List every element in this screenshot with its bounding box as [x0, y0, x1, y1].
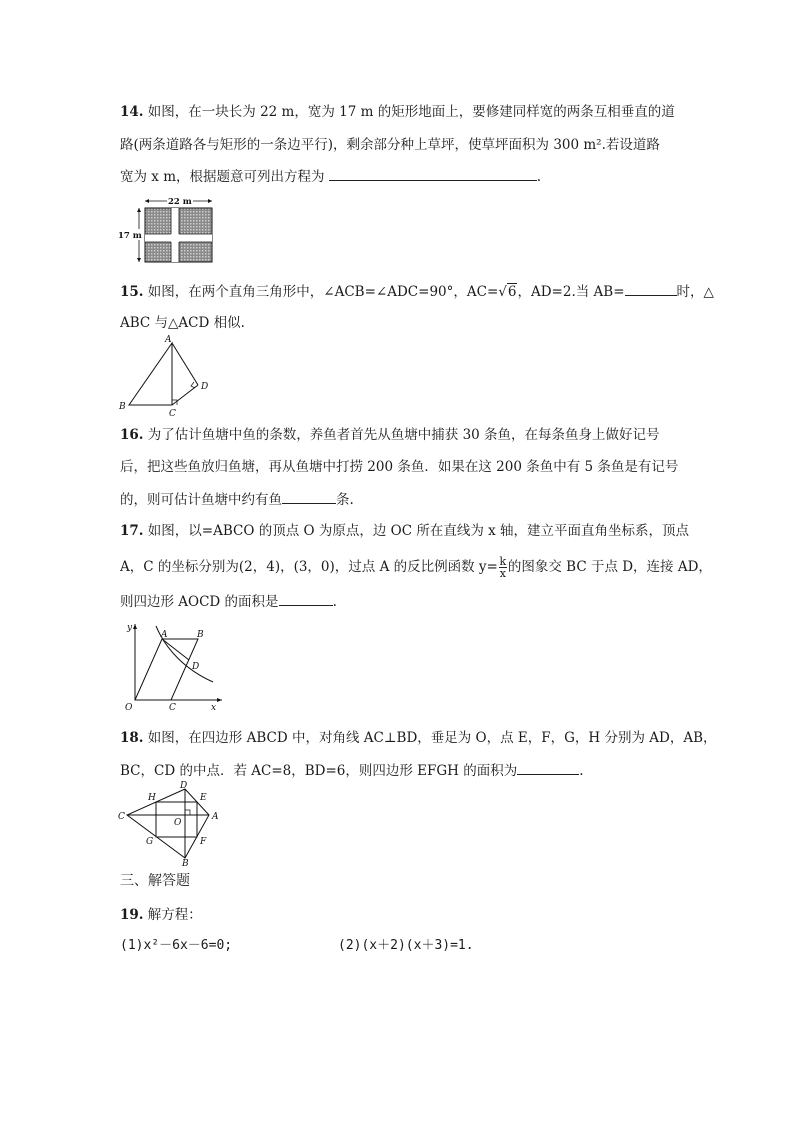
q15-answer-blank[interactable]: [625, 281, 677, 296]
q14-end: .: [536, 169, 542, 185]
q16-text-3a: 的，则可估计鱼塘中约有鱼: [120, 492, 282, 508]
q19-line1: [120, 905, 202, 925]
q17-end: .: [332, 594, 337, 610]
q14-line2: [120, 135, 660, 155]
q14-text-3: 宽为 x m，根据题意可列出方程为: [120, 169, 325, 185]
q15-label-a: A: [165, 335, 172, 345]
q15-line2: [120, 313, 245, 333]
q18-label-f: F: [200, 837, 207, 847]
q17-text-2a: A，C 的坐标分别为(2，4)，(3，0)，过点 A 的反比例函数 y=: [120, 559, 498, 575]
q16-line1: [120, 425, 660, 445]
q14-number: 14.: [120, 104, 144, 120]
q15-label-d: D: [201, 382, 209, 392]
q14-figure: [118, 196, 218, 268]
q15-text-1b: ，AD=2.当 AB=: [517, 284, 625, 300]
q14-height-label: 17 m: [118, 231, 142, 241]
q18-line1: [120, 728, 717, 748]
q14-road-horizontal: [145, 234, 212, 242]
q18-label-c: C: [118, 812, 125, 822]
q15-sqrt: √6: [498, 284, 517, 300]
q14-width-label: 22 m: [168, 197, 192, 207]
q18-label-d: D: [180, 781, 188, 791]
q15-label-b: B: [119, 402, 126, 412]
q18-line2: [120, 760, 584, 781]
q14-answer-blank[interactable]: [329, 166, 537, 181]
q17-label-x: x: [211, 703, 217, 713]
q15-text-2: ABC 与△ACD 相似.: [120, 315, 245, 331]
q17-text-1: 如图，以=ABCO 的顶点 O 为原点，边 OC 所在直线为 x 轴，建立平面直角坐标系，顶点: [147, 523, 690, 539]
q17-fraction: [499, 556, 507, 579]
q17-label-o: O: [125, 703, 133, 713]
q18-label-e: E: [200, 793, 207, 803]
q14-text-2: 路(两条道路各与矩形的一条边平行)，剩余部分种上草坪，使草坪面积为 300 m².若设道路: [120, 137, 660, 153]
q17-answer-blank[interactable]: [279, 591, 333, 606]
q18-text-1: 如图，在四边形 ABCD 中，对角线 AC⊥BD，垂足为 O，点 E，F，G，H 分别为 AD，AB，: [147, 730, 717, 746]
q18-label-a: A: [212, 812, 219, 822]
q18-figure: [118, 781, 228, 869]
q17-label-y: y: [127, 623, 133, 633]
q18-text-2a: BC，CD 的中点．若 AC=8，BD=6，则四边形 EFGH 的面积为: [120, 763, 518, 779]
q18-number: 18.: [120, 730, 144, 746]
q15-sqrt-value: 6: [507, 284, 517, 300]
q17-label-d: D: [192, 662, 200, 672]
q17-frac-den: x: [499, 567, 506, 580]
q16-answer-blank[interactable]: [282, 489, 336, 504]
q14-line1: [120, 102, 675, 122]
q18-label-g: G: [146, 837, 154, 847]
q17-line2: [120, 556, 712, 579]
q16-text-1: 为了估计鱼塘中鱼的条数，养鱼者首先从鱼塘中捕获 30 条鱼，在每条鱼身上做好记号: [147, 427, 660, 443]
q19-eq1: (1)x²－6x－6=0;: [120, 938, 233, 953]
q15-line1: [120, 281, 714, 302]
q16-line3: [120, 489, 354, 510]
q15-text-1c: 时，△: [676, 284, 714, 300]
q16-text-2: 后，把这些鱼放归鱼塘，再从鱼塘中打捞 200 条鱼．如果在这 200 条鱼中有 5 条鱼是有记号: [120, 459, 679, 475]
q16-line2: [120, 457, 678, 477]
q17-text-3: 则四边形 AOCD 的面积是: [120, 594, 279, 610]
q18-label-h: H: [148, 793, 156, 803]
q15-text-1a: 如图，在两个直角三角形中，∠ACB=∠ADC=90°，AC=: [147, 284, 499, 300]
q18-answer-blank[interactable]: [517, 760, 579, 775]
q17-figure: [118, 620, 228, 712]
q15-triangle-abc: [129, 343, 172, 405]
q19-number: 19.: [120, 907, 144, 923]
q16-text-3b: 条.: [336, 492, 354, 508]
q17-text-2b: 的图象交 BC 于点 D，连接 AD，: [507, 559, 712, 575]
q16-number: 16.: [120, 427, 144, 443]
q15-label-c: C: [169, 409, 176, 419]
q19-title: 解方程：: [147, 907, 202, 923]
q15-right-angle-d: [191, 382, 195, 388]
q17-number: 17.: [120, 523, 144, 539]
q17-line1: [120, 521, 689, 541]
q14-line3: [120, 166, 541, 187]
q17-line3: [120, 591, 337, 612]
q19-eq2: (2)(x＋2)(x＋3)=1.: [338, 938, 474, 953]
q17-label-c: C: [169, 703, 176, 713]
q17-label-a: A: [161, 630, 168, 640]
q15-figure: [118, 333, 218, 419]
section-3-heading: 三、解答题: [120, 873, 190, 889]
q17-parallelogram: [135, 639, 198, 700]
q18-end: .: [579, 763, 584, 779]
q17-frac-num: k: [499, 555, 507, 568]
q18-label-b: B: [182, 859, 189, 869]
q14-text-1: 如图，在一块长为 22 m，宽为 17 m 的矩形地面上，要修建同样宽的两条互相垂直的道: [147, 104, 675, 120]
q15-number: 15.: [120, 284, 144, 300]
q18-label-o: O: [174, 818, 182, 828]
q17-label-b: B: [197, 630, 204, 640]
